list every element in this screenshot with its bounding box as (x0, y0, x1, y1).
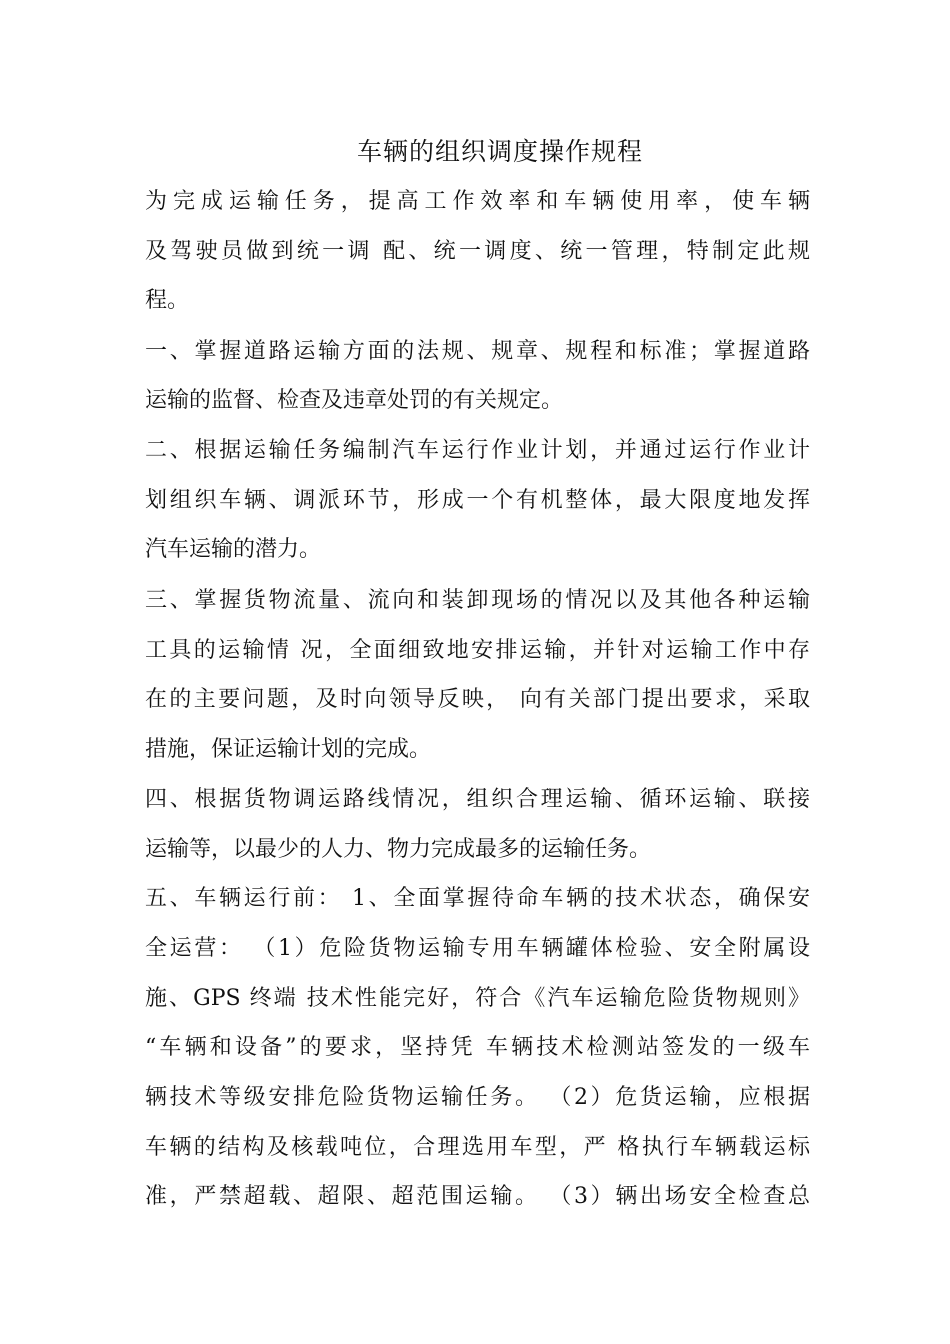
document-title: 车辆的组织调度操作规程 (356, 137, 643, 166)
text-line-15: 五、车辆运行前： 1、全面掌握待命车辆的技术状态，确保安 (145, 886, 810, 911)
text-line-12: 措施，保证运输计划的完成。 (145, 737, 432, 762)
text-line-1: 为完成运输任务，提高工作效率和车辆使用率，使车辆 (145, 189, 810, 214)
text-line-6: 二、根据运输任务编制汽车运行作业计划，并通过运行作业计 (145, 438, 810, 463)
text-line-21: 准，严禁超载、超限、超范围运输。 （3）辆出场安全检查总 (145, 1184, 810, 1209)
text-line-8: 汽车运输的潜力。 (145, 537, 322, 562)
text-line-7: 划组织车辆、调派环节，形成一个有机整体，最大限度地发挥 (145, 488, 810, 513)
text-line-5: 运输的监督、检查及违章处罚的有关规定。 (145, 388, 564, 413)
text-line-14: 运输等，以最少的人力、物力完成最多的运输任务。 (145, 837, 652, 862)
text-line-3: 程。 (145, 288, 190, 313)
text-line-4: 一、掌握道路运输方面的法规、规章、规程和标准；掌握道路 (145, 339, 810, 364)
text-line-18: “车辆和设备”的要求，坚持凭 车辆技术检测站签发的一级车 (145, 1035, 810, 1060)
text-line-17: 施、GPS 终端 技术性能完好，符合《汽车运输危险货物规则》 (145, 986, 810, 1011)
text-line-20: 车辆的结构及核载吨位，合理选用车型，严 格执行车辆载运标 (145, 1135, 810, 1160)
text-line-11: 在的主要问题，及时向领导反映， 向有关部门提出要求，采取 (145, 687, 810, 712)
text-line-13: 四、根据货物调运路线情况，组织合理运输、循环运输、联接 (145, 787, 810, 812)
text-line-10: 工具的运输情 况，全面细致地安排运输，并针对运输工作中存 (145, 638, 810, 663)
text-line-19: 辆技术等级安排危险货物运输任务。 （2）危货运输，应根据 (145, 1085, 810, 1110)
text-line-9: 三、掌握货物流量、流向和装卸现场的情况以及其他各种运输 (145, 588, 810, 613)
text-line-16: 全运营： （1）危险货物运输专用车辆罐体检验、安全附属设 (145, 936, 810, 961)
text-line-2: 及驾驶员做到统一调 配、统一调度、统一管理，特制定此规 (145, 239, 810, 264)
